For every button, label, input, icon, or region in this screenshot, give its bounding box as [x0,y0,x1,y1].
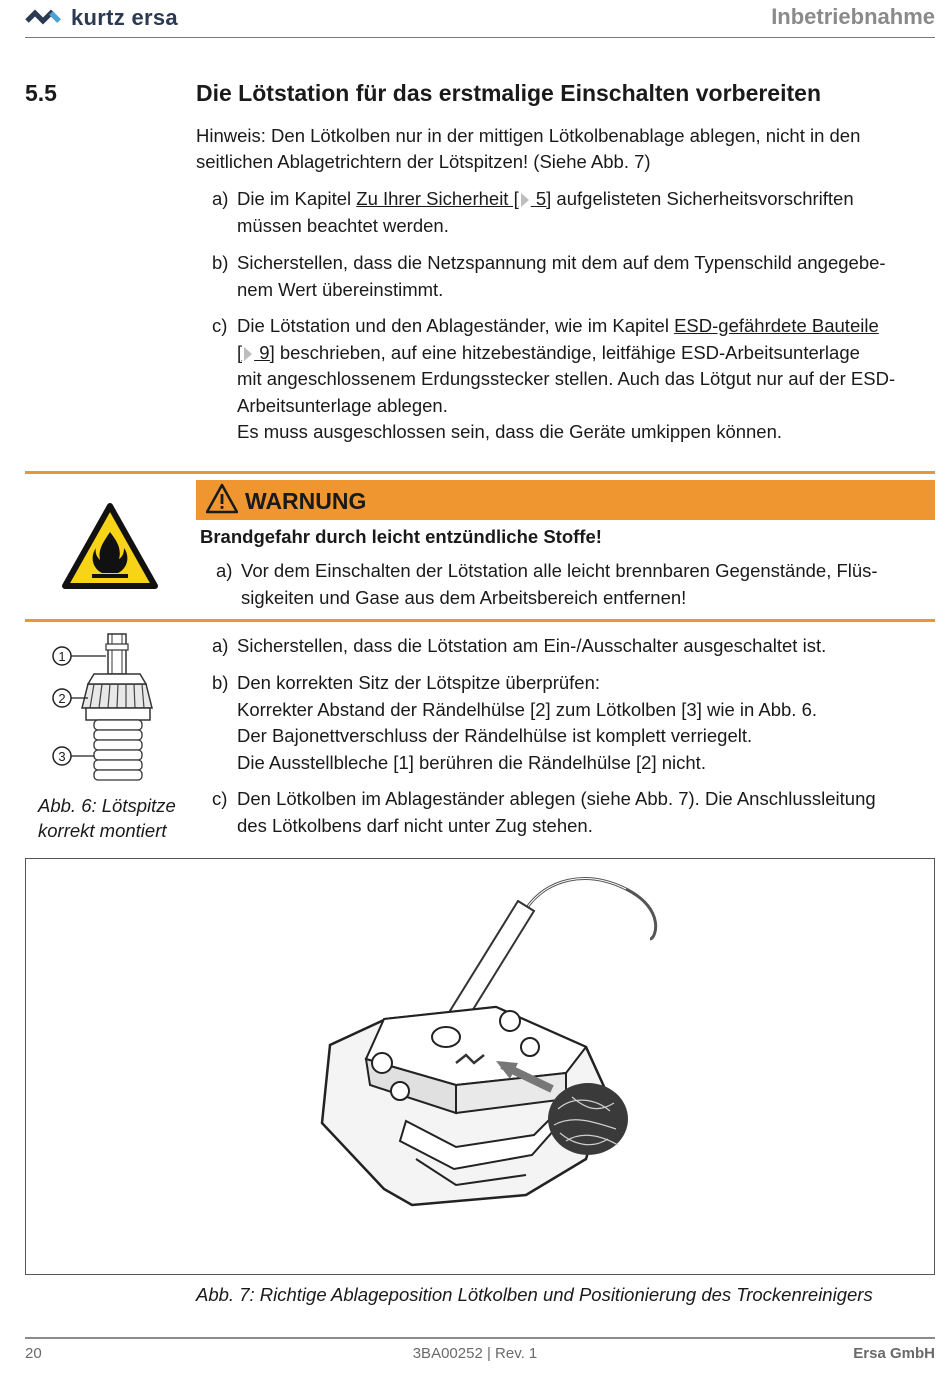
footer-rule [25,1337,935,1339]
item-label: a) [212,635,229,656]
item-text: müssen beachtet werden. [237,214,449,236]
item-text: nem Wert übereinstimmt. [237,278,444,300]
list-item [212,313,937,446]
note-line-2: seitlichen Ablagetrichtern der Lötspitzen! (Siehe Abb. 7) [196,151,651,172]
item-text: Die Ausstellbleche [1] berühren die Rändelhülse [2] nicht. [237,751,706,773]
marker-2: 2 [58,691,66,706]
item-text: Der Bajonettverschluss der Rändelhülse ist komplett verriegelt. [237,725,753,746]
warning-bottom-rule [25,619,935,622]
ersa-logo-icon [25,7,63,29]
page-ref-arrow-icon [521,193,529,207]
marker-1: 1 [58,649,66,664]
item-text: Den Lötkolben im Ablageständer ablegen (siehe Abb. 7). Die Anschlussleitung [237,788,876,809]
company-name: Ersa GmbH [853,1345,935,1362]
item-text: sigkeiten und Gase aus dem Arbeitsbereich entfernen! [241,586,687,608]
link-esd-bauteile[interactable]: ESD-gefährdete Bauteile [674,315,879,336]
list-item [212,670,937,776]
item-text: Sicherstellen, dass die Lötstation am Ein-/Ausschalter ausgeschaltet ist. [237,635,827,656]
section-title: Die Lötstation für das erstmalige Einschalten vorbereiten [196,80,821,106]
figure-6-caption-line-2: korrekt montiert [38,820,167,841]
link-page[interactable]: 5] [530,188,552,209]
figure-7-holder-illustration [26,859,933,1273]
link-page[interactable]: 9] [254,341,275,363]
section-number: 5.5 [25,80,57,106]
item-text: beschrieben, auf eine hitzebeständige, leitfähige ESD-Arbeitsunterlage [274,341,860,363]
document-id: 3BA00252 | Rev. 1 [412,1345,538,1362]
marker-3: 3 [58,749,66,764]
figure-7-frame [25,858,935,1275]
item-text: Korrekter Abstand der Rändelhülse [2] zum Lötkolben [3] wie in Abb. 6. [237,698,818,720]
item-label: a) [216,560,233,581]
item-text: Die im Kapitel [237,188,357,209]
list-item [212,633,937,660]
link-text[interactable]: [ [237,341,243,363]
figure-6-soldering-tip [48,628,160,788]
warning-banner [196,480,935,520]
item-label: c) [212,788,228,809]
figure-7-caption: Abb. 7: Richtige Ablageposition Lötkolben und Positionierung des Trockenreinigers [196,1284,873,1305]
item-text: Den korrekten Sitz der Lötspitze überprüfen: [237,672,600,693]
figure-6-caption-line-1: Abb. 6: Lötspitze [38,795,176,816]
flammable-warning-icon [62,502,158,590]
page-ref-arrow-icon [244,347,252,361]
page-header [25,0,935,38]
item-text: Arbeitsunterlage ablegen. [237,394,448,416]
page-number: 20 [25,1345,42,1362]
warning-top-rule [25,471,935,474]
list-item [212,186,937,239]
item-text: mit angeschlossenem Erdungsstecker stellen. Auch das Lötgut nur auf der ESD- [237,368,896,389]
item-text: Vor dem Einschalten der Lötstation alle leicht brennbaren Gegenstände, Flüs- [241,560,878,581]
item-text: Die Lötstation und den Ablageständer, wie im Kapitel [237,315,675,336]
item-label: b) [212,672,229,693]
item-text: aufgelisteten Sicherheitsvorschriften [551,188,854,209]
link-text[interactable]: Zu Ihrer Sicherheit [ [356,188,519,209]
item-text: des Lötkolbens darf nicht unter Zug stehen. [237,814,593,836]
list-item [212,250,937,303]
brand-name: kurtz ersa [71,5,178,30]
item-text: Es muss ausgeschlossen sein, dass die Geräte umkippen können. [237,421,783,442]
item-label: c) [212,315,228,336]
warning-list-item [216,558,936,611]
header-section-title: Inbetriebnahme [771,4,935,29]
link-esd-page[interactable] [237,342,275,363]
warning-triangle-icon [206,483,238,515]
brand-logo [25,5,178,31]
item-text: Sicherstellen, dass die Netzspannung mit dem auf dem Typenschild angegebe- [237,252,886,273]
list-item [212,786,937,839]
item-label: a) [212,188,229,209]
item-label: b) [212,252,229,273]
warning-label: WARNUNG [245,488,367,514]
link-zu-ihrer-sicherheit[interactable] [356,188,551,209]
warning-headline: Brandgefahr durch leicht entzündliche Stoffe! [200,526,602,547]
note-line-1: Hinweis: Den Lötkolben nur in der mittigen Lötkolbenablage ablegen, nicht in den [196,125,861,146]
